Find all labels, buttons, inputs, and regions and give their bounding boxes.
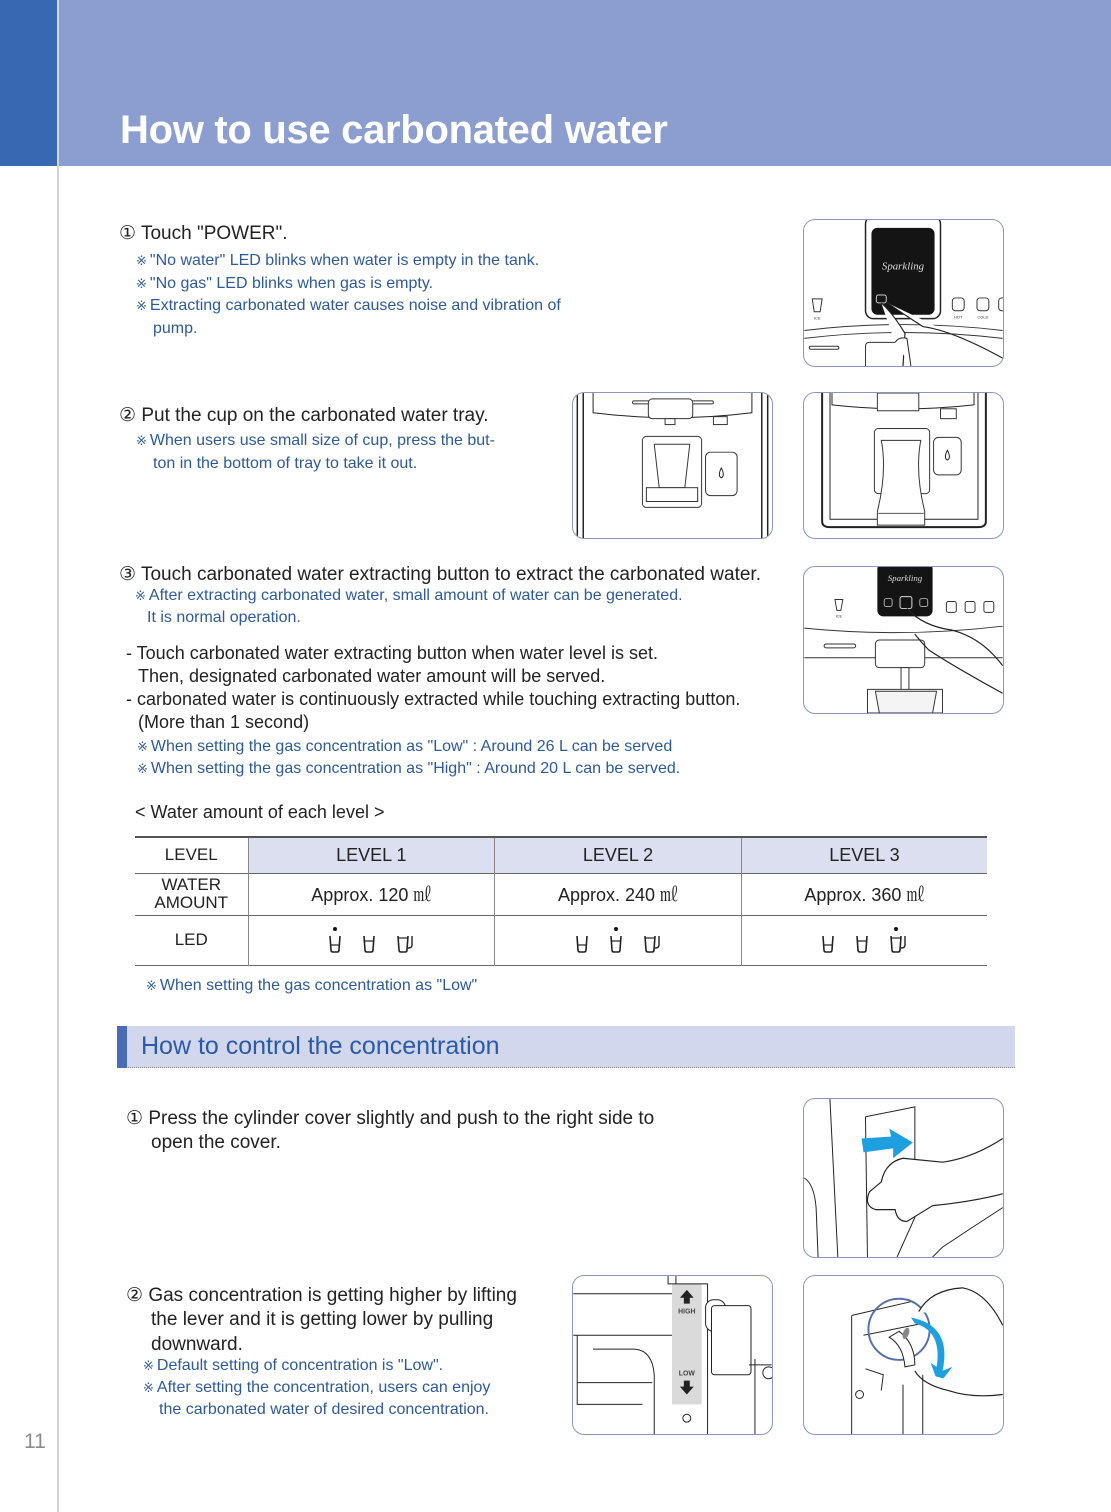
display-label: Sparkling	[887, 572, 923, 583]
page-number: 11	[24, 1430, 46, 1453]
instruction-line: (More than 1 second)	[138, 712, 310, 732]
dispenser-panel-illustration	[804, 220, 1003, 366]
section-title: How to control the concentration	[141, 1032, 500, 1060]
led-cup-icon-1	[820, 926, 836, 954]
instruction-line: - Touch carbonated water extracting button when water level is set.	[126, 643, 658, 663]
note-mark-icon: ※	[136, 276, 147, 291]
note-mark-icon: ※	[146, 978, 157, 993]
step-text-continuation: the lever and it is getting lower by pulling	[151, 1309, 494, 1330]
svg-text:ICE: ICE	[813, 315, 821, 321]
note: ※ "No water" LED blinks when water is empty in the tank.	[136, 252, 540, 269]
note-continuation: the carbonated water of desired concentration.	[159, 1401, 489, 1418]
low-label: LOW	[678, 1370, 695, 1378]
figure-open-cover	[803, 1098, 1004, 1258]
level-3-amount: Approx. 360 ㎖	[804, 885, 925, 905]
level-1-header: LEVEL 1	[248, 837, 495, 873]
note: ※ Default setting of concentration is "Low".	[143, 1357, 444, 1374]
figure-small-cup-tray	[572, 392, 773, 539]
water-level-table	[135, 836, 987, 966]
level-1-amount: Approx. 120 ㎖	[248, 873, 495, 915]
figure-extract-button	[803, 566, 1004, 714]
step-text: Touch carbonated water extracting button to extract the carbonated water.	[140, 564, 761, 585]
note-mark-icon: ※	[143, 1380, 154, 1395]
note: ※ "No gas" LED blinks when gas is empty.	[136, 275, 434, 292]
step-text-continuation: downward.	[151, 1334, 243, 1355]
led-cup-icon-2	[361, 926, 377, 954]
row-header-led: LED	[135, 915, 248, 965]
svg-text:HOT: HOT	[954, 314, 963, 320]
concentration-step-1	[126, 1107, 654, 1130]
table-caption: < Water amount of each level >	[135, 802, 385, 822]
lever-adjust-illustration	[804, 1276, 1003, 1434]
step-number: ②	[119, 405, 137, 426]
note-mark-icon: ※	[143, 1358, 154, 1373]
led-dot-indicator	[894, 927, 898, 931]
table-row-water-amount	[135, 873, 987, 915]
led-cup-icon-1-active	[327, 926, 343, 954]
table-row-level	[135, 837, 987, 873]
extract-illustration	[804, 567, 1003, 713]
step-1	[119, 222, 288, 245]
step-text: Gas concentration is getting higher by lifting	[148, 1285, 517, 1306]
step-text: Press the cylinder cover slightly and push to the right side to	[148, 1108, 655, 1129]
note-mark-icon: ※	[136, 253, 147, 268]
lever-scale-illustration	[573, 1276, 772, 1434]
level-3-header: LEVEL 3	[741, 837, 987, 873]
note: ※ After setting the concentration, users can enjoy	[143, 1379, 491, 1396]
note-continuation: pump.	[153, 320, 198, 337]
level-3-led-indicators	[741, 915, 987, 965]
row-header-water-amount: WATER AMOUNT	[135, 873, 248, 915]
level-1-led-indicators	[248, 915, 495, 965]
led-cup-icon-3	[642, 926, 662, 954]
instruction-line: Then, designated carbonated water amount will be served.	[138, 666, 606, 686]
svg-text:COLD: COLD	[977, 314, 989, 320]
concentration-step-2	[126, 1284, 517, 1307]
table-row-led	[135, 915, 987, 965]
step-number: ①	[119, 223, 137, 244]
level-2-amount: Approx. 240 ㎖	[495, 873, 742, 915]
note-mark-icon: ※	[135, 588, 146, 603]
figure-tall-cup-tray	[803, 392, 1004, 539]
page-header	[59, 0, 1111, 166]
note-mark-icon: ※	[136, 298, 147, 313]
instruction-line: - carbonated water is continuously extracted while touching extracting button.	[126, 689, 741, 709]
note: ※ When setting the gas concentration as "Low" : Around 26 L can be served	[137, 738, 673, 755]
svg-text:ICE: ICE	[835, 613, 843, 619]
figure-lever-adjust	[803, 1275, 1004, 1435]
led-dot-indicator	[614, 927, 618, 931]
step-number: ③	[119, 564, 137, 585]
step-number: ②	[126, 1285, 144, 1306]
note-continuation: It is normal operation.	[147, 609, 301, 626]
step-text: Put the cup on the carbonated water tray.	[141, 405, 489, 426]
note-mark-icon: ※	[136, 433, 147, 448]
level-2-led-indicators	[495, 915, 742, 965]
led-cup-icon-1	[574, 926, 590, 954]
figure-lever-scale	[572, 1275, 773, 1435]
led-dot-indicator	[333, 927, 337, 931]
note: ※ When setting the gas concentration as "High" : Around 20 L can be served.	[137, 760, 681, 777]
step-text: Touch "POWER".	[140, 223, 288, 244]
row-header-level: LEVEL	[135, 837, 248, 873]
section-heading-accent	[117, 1026, 127, 1068]
level-2-header: LEVEL 2	[495, 837, 742, 873]
table-footnote: ※ When setting the gas concentration as "Low"	[146, 977, 478, 994]
note-mark-icon: ※	[137, 739, 148, 754]
side-strip	[0, 0, 57, 166]
led-cup-icon-3-active	[888, 926, 908, 954]
note-continuation: ton in the bottom of tray to take it out.	[153, 455, 418, 472]
step-text-continuation: open the cover.	[151, 1132, 281, 1153]
section-heading	[117, 1026, 1015, 1068]
note: ※ When users use small size of cup, press the but-	[136, 432, 495, 449]
note: ※ Extracting carbonated water causes noise and vibration of	[136, 297, 561, 314]
led-cup-icon-2-active	[608, 926, 624, 954]
small-cup-illustration	[573, 393, 772, 538]
margin-rule	[57, 0, 59, 1512]
page-title: How to use carbonated water	[120, 108, 668, 152]
step-3	[119, 563, 761, 586]
figure-power-touch	[803, 219, 1004, 367]
note-mark-icon: ※	[137, 761, 148, 776]
step-number: ①	[126, 1108, 144, 1129]
high-label: HIGH	[678, 1308, 696, 1316]
display-label: Sparkling	[881, 260, 925, 273]
led-cup-icon-2	[854, 926, 870, 954]
open-cover-illustration	[804, 1099, 1003, 1257]
note: ※ After extracting carbonated water, small amount of water can be generated.	[135, 587, 683, 604]
led-cup-icon-3	[395, 926, 415, 954]
tall-cup-illustration	[804, 393, 1003, 538]
step-2	[119, 404, 488, 427]
